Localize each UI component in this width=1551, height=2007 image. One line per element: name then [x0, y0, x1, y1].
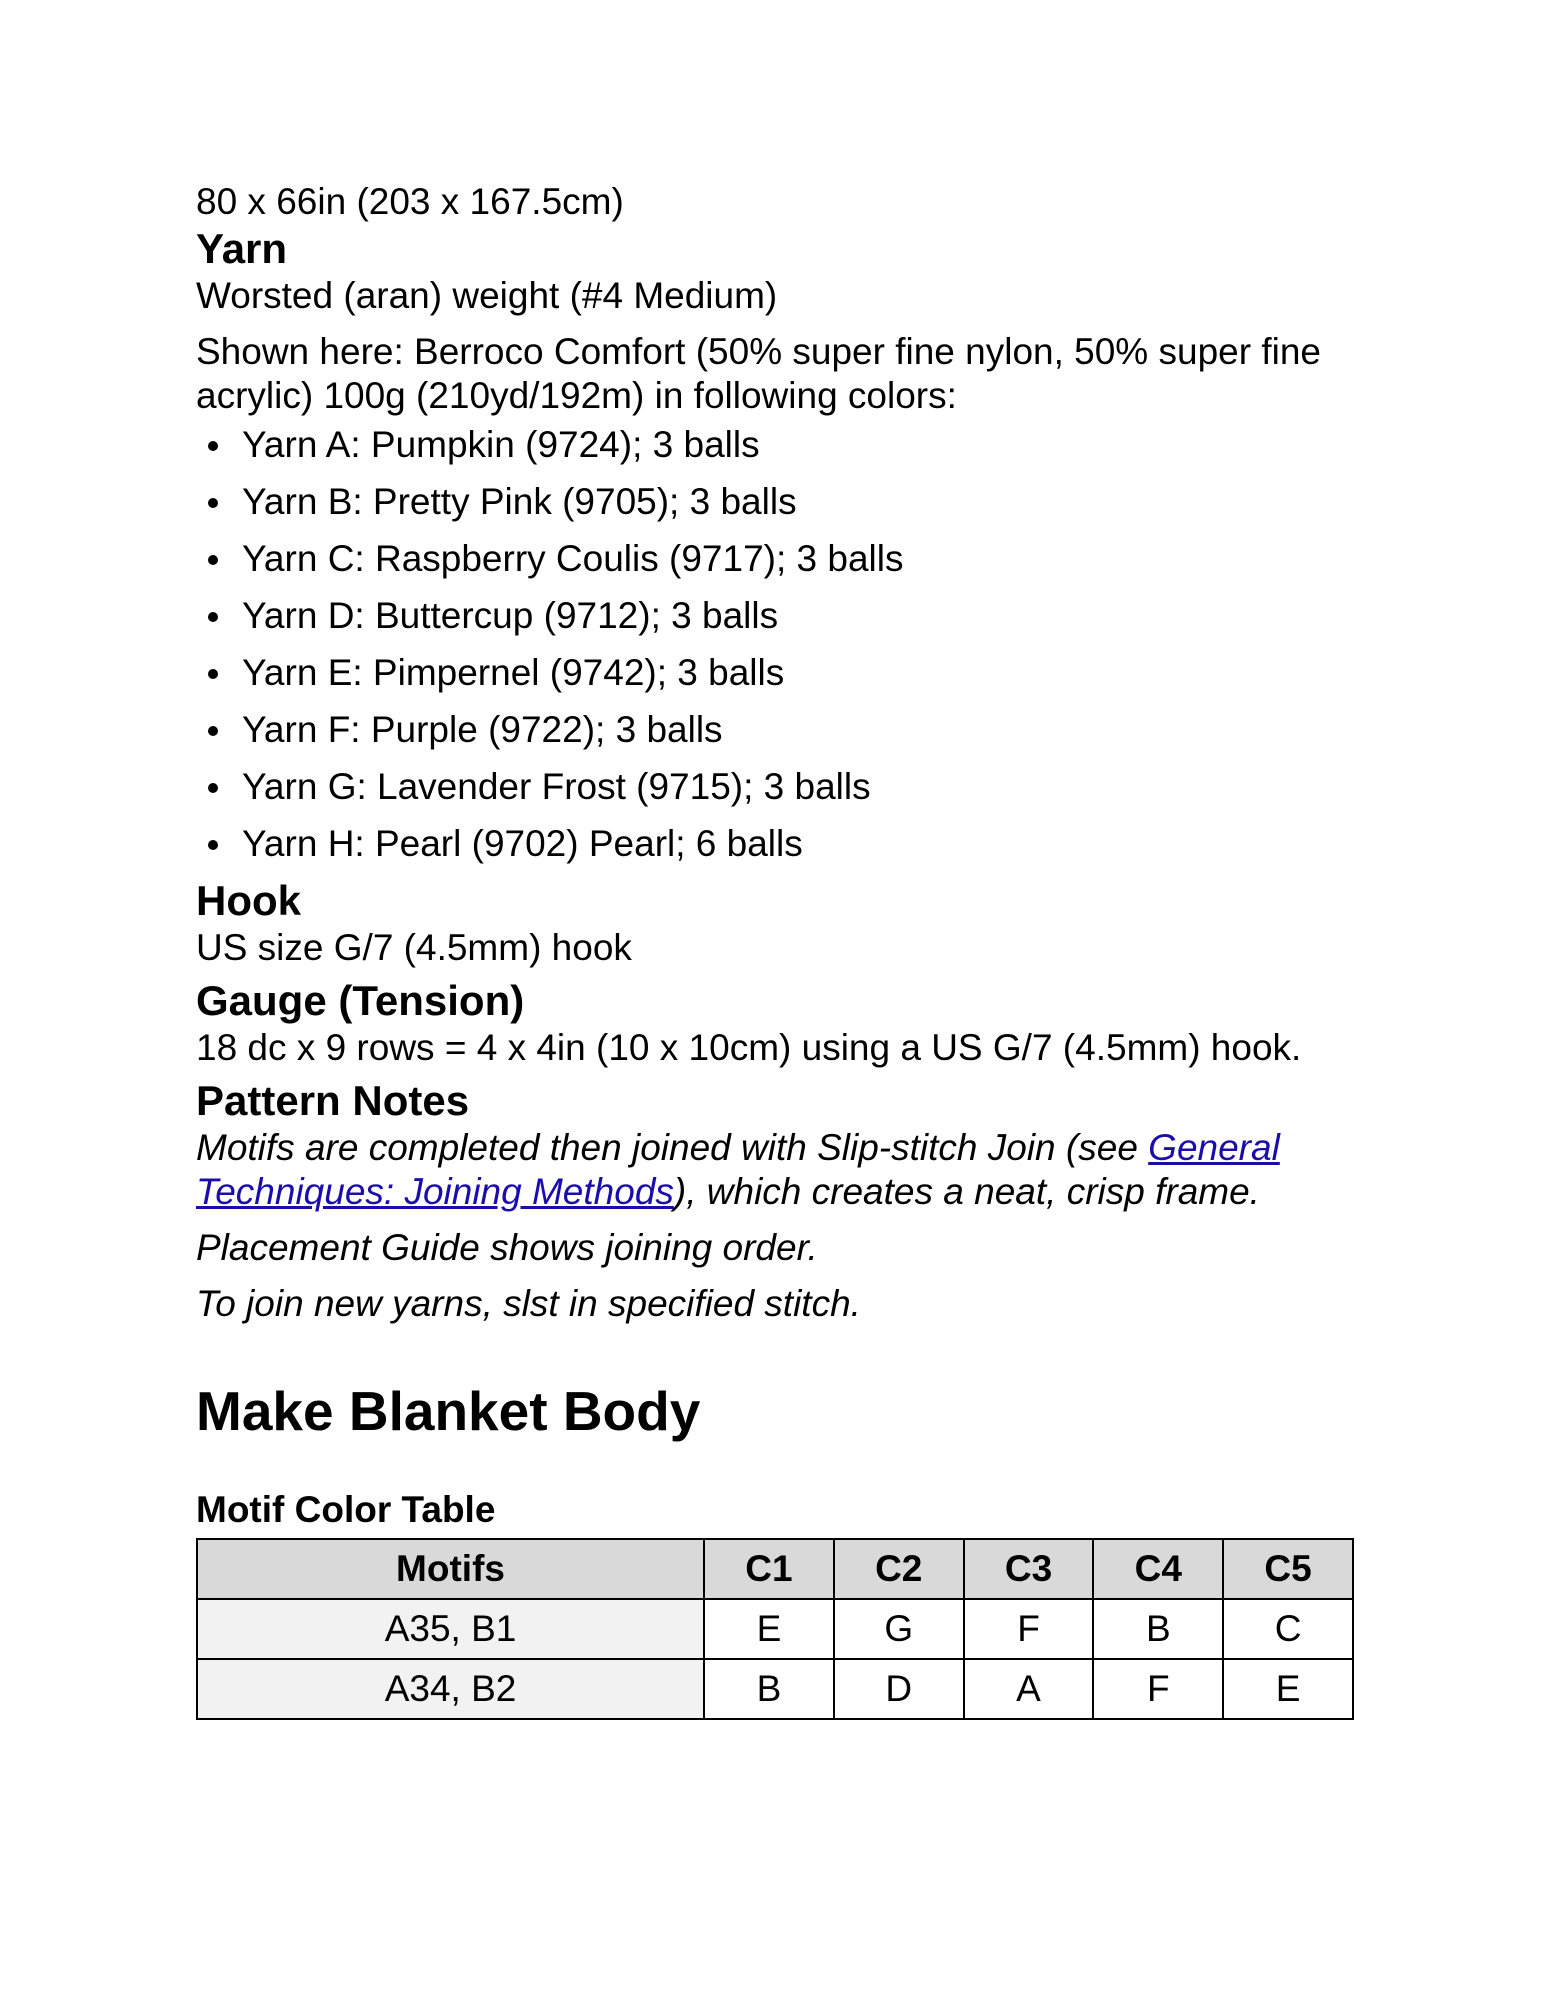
motif-color-table [196, 1538, 1354, 1720]
column-header: C5 [1223, 1539, 1353, 1599]
table-cell: A34, B2 [197, 1659, 704, 1719]
list-item [196, 764, 1356, 809]
yarn-heading: Yarn [196, 225, 288, 272]
document-page [196, 180, 1356, 1720]
bullet-icon [208, 498, 218, 508]
pattern-note-placement: Placement Guide shows joining order. [196, 1227, 818, 1268]
yarn-item-label: Yarn D: Buttercup (9712); 3 balls [242, 595, 779, 636]
gauge-text: 18 dc x 9 rows = 4 x 4in (10 x 10cm) using a US G/7 (4.5mm) hook. [196, 1027, 1302, 1068]
hook-text: US size G/7 (4.5mm) hook [196, 927, 632, 968]
column-header: C2 [834, 1539, 964, 1599]
column-header: C1 [704, 1539, 834, 1599]
bullet-icon [208, 612, 218, 622]
yarn-weight: Worsted (aran) weight (#4 Medium) [196, 275, 778, 316]
yarn-item-label: Yarn H: Pearl (9702) Pearl; 6 balls [242, 823, 803, 864]
bullet-icon [208, 840, 218, 850]
table-cell: G [834, 1599, 964, 1659]
yarn-item-label: Yarn G: Lavender Frost (9715); 3 balls [242, 766, 871, 807]
table-cell: D [834, 1659, 964, 1719]
yarn-list [196, 422, 1356, 866]
size-line: 80 x 66in (203 x 167.5cm) [196, 181, 624, 222]
yarn-shown-here: Shown here: Berroco Comfort (50% super fine nylon, 50% super fine acrylic) 100g (210yd/192m) in following colors: [196, 331, 1321, 416]
section-heading: Make Blanket Body [196, 1380, 701, 1442]
list-item [196, 422, 1356, 467]
table-row [197, 1599, 1353, 1659]
list-item [196, 536, 1356, 581]
bullet-icon [208, 669, 218, 679]
column-header: C4 [1093, 1539, 1223, 1599]
yarn-item-label: Yarn E: Pimpernel (9742); 3 balls [242, 652, 785, 693]
gauge-heading: Gauge (Tension) [196, 977, 525, 1024]
hook-heading: Hook [196, 877, 301, 924]
bullet-icon [208, 783, 218, 793]
bullet-icon [208, 555, 218, 565]
yarn-item-label: Yarn F: Purple (9722); 3 balls [242, 709, 723, 750]
pattern-note-joining [196, 1126, 1356, 1214]
table-cell: B [704, 1659, 834, 1719]
list-item [196, 593, 1356, 638]
list-item [196, 479, 1356, 524]
table-row [197, 1659, 1353, 1719]
table-cell: C [1223, 1599, 1353, 1659]
column-header: Motifs [197, 1539, 704, 1599]
pattern-note-text: ), which creates a neat, crisp frame. [673, 1171, 1260, 1212]
pattern-notes-heading: Pattern Notes [196, 1077, 470, 1124]
bullet-icon [208, 726, 218, 736]
list-item [196, 707, 1356, 752]
list-item [196, 821, 1356, 866]
yarn-item-label: Yarn B: Pretty Pink (9705); 3 balls [242, 481, 797, 522]
table-cell: A35, B1 [197, 1599, 704, 1659]
table-header-row [197, 1539, 1353, 1599]
column-header: C3 [964, 1539, 1094, 1599]
table-caption: Motif Color Table [196, 1489, 496, 1530]
table-cell: A [964, 1659, 1094, 1719]
pattern-note-yarns: To join new yarns, slst in specified stitch. [196, 1283, 861, 1324]
table-cell: B [1093, 1599, 1223, 1659]
table-cell: F [1093, 1659, 1223, 1719]
table-cell: E [1223, 1659, 1353, 1719]
bullet-icon [208, 441, 218, 451]
yarn-item-label: Yarn A: Pumpkin (9724); 3 balls [242, 424, 760, 465]
yarn-item-label: Yarn C: Raspberry Coulis (9717); 3 balls [242, 538, 904, 579]
pattern-note-text: Motifs are completed then joined with Slip-stitch Join (see [196, 1127, 1149, 1168]
table-cell: E [704, 1599, 834, 1659]
joining-methods-link[interactable]: General Techniques: Joining Methods [196, 1127, 1280, 1212]
list-item [196, 650, 1356, 695]
table-cell: F [964, 1599, 1094, 1659]
